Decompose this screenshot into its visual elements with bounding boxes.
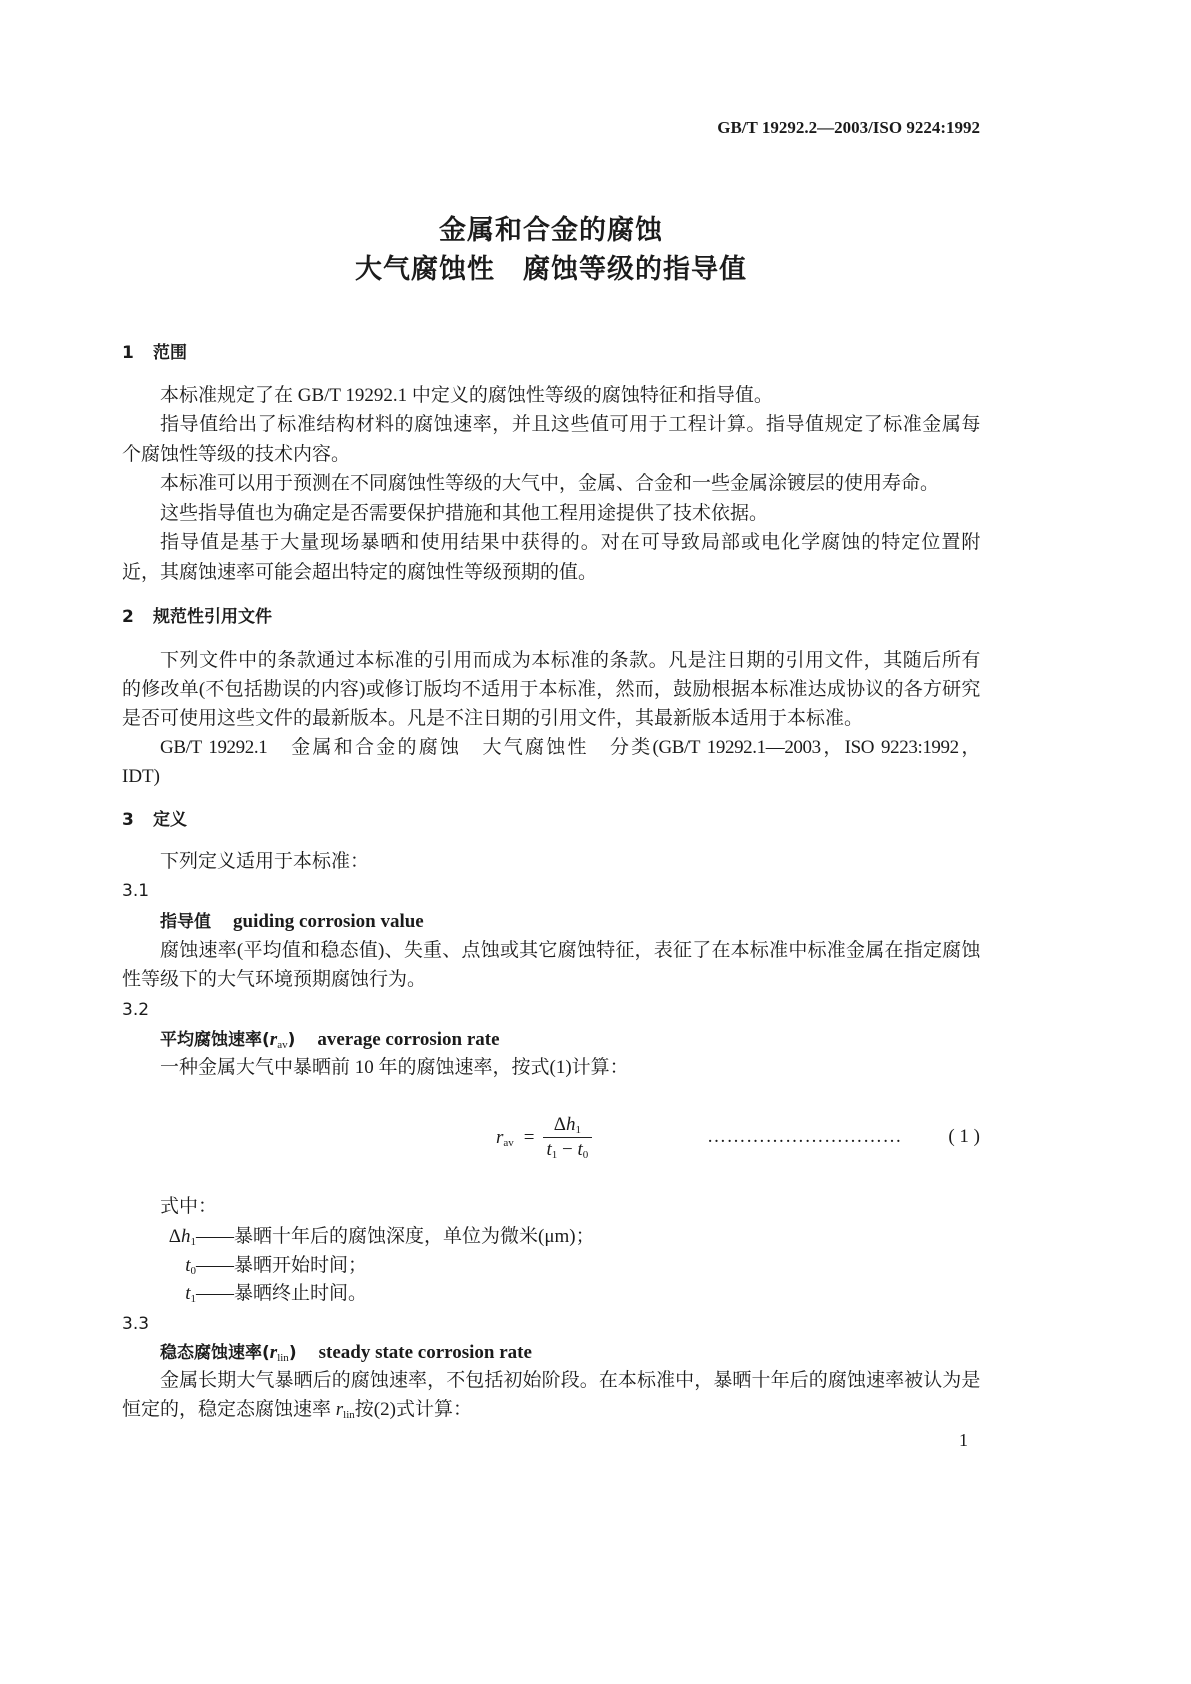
formula-fraction [543, 1113, 593, 1162]
term-english: guiding corrosion value [233, 911, 424, 932]
clause-3-3-text: 按(2)式计算： [354, 1399, 472, 1420]
clause-3-3-line: 金属长期大气暴晒后的腐蚀速率，不包括初始阶段。在本标准中，暴晒十年后的腐蚀速率被认为是 [160, 1370, 980, 1391]
header-standard-code: GB/T 19292.2—2003/ISO 9224:1992 [717, 118, 980, 137]
normative-reference-line: GB/T 19292.1 金属和合金的腐蚀 大气腐蚀性 分类(GB/T 19292.1—2003，ISO 9223:1992， [160, 737, 980, 758]
term-chinese: 指导值 [160, 912, 211, 932]
normative-reference-line: IDT) [122, 766, 160, 787]
where-symbol: t [185, 1283, 191, 1304]
where-item-text: ——暴晒终止时间。 [196, 1283, 368, 1304]
page-number: 1 [959, 1430, 968, 1450]
term-chinese: 平均腐蚀速率( [160, 1030, 270, 1050]
clause-3-3-subscript: lin [343, 1409, 355, 1421]
section-3-intro: 下列定义适用于本标准： [160, 851, 370, 872]
clause-3-2-line: 一种金属大气中暴晒前 10 年的腐蚀速率，按式(1)计算： [160, 1057, 629, 1078]
term-close-paren: ) [288, 1343, 297, 1363]
formula-1-lhs [496, 1127, 514, 1149]
formula-lhs-symbol: r [496, 1126, 504, 1148]
clause-3-2-term [160, 1028, 500, 1052]
section-2-heading: 规范性引用文件 [153, 607, 272, 627]
term-symbol: r [269, 1342, 278, 1363]
formula-den-b: t [577, 1139, 583, 1160]
section-2-line: 下列文件中的条款通过本标准的引用而成为本标准的条款。凡是注日期的引用文件，其随后所有 [160, 650, 980, 671]
title-line-2: 大气腐蚀性 腐蚀等级的指导值 [355, 254, 747, 285]
term-english: steady state corrosion rate [318, 1342, 532, 1363]
formula-1 [496, 1113, 592, 1162]
where-item [160, 1225, 595, 1249]
where-subscript: 1 [190, 1293, 196, 1305]
where-subscript: 1 [190, 1236, 196, 1248]
section-1-line: 指导值给出了标准结构材料的腐蚀速率，并且这些值可用于工程计算。指导值规定了标准金属每 [160, 414, 980, 435]
section-2-line: 是否可使用这些文件的最新版本。凡是不注日期的引用文件，其最新版本适用于本标准。 [122, 708, 864, 729]
formula-equals: = [523, 1126, 535, 1148]
section-1-line: 指导值是基于大量现场暴晒和使用结果中获得的。对在可导致局部或电化学腐蚀的特定位置附 [160, 532, 980, 553]
formula-numerator [543, 1113, 593, 1138]
section-1-number: 1 [122, 343, 134, 363]
section-3-number: 3 [122, 810, 134, 830]
formula-1-number-row [707, 1125, 980, 1149]
where-label: 式中： [160, 1196, 218, 1217]
formula-delta: Δ [553, 1114, 567, 1135]
section-2-line: 的修改单(不包括勘误的内容)或修订版均不适用于本标准，然而，鼓励根据本标准达成协议的各方研究 [122, 679, 980, 700]
clause-3-1-number: 3.1 [122, 881, 150, 901]
where-item-symbol [160, 1225, 196, 1249]
clause-3-3-number: 3.3 [122, 1314, 150, 1334]
term-symbol-subscript: lin [277, 1352, 289, 1364]
section-1-line: 个腐蚀性等级的技术内容。 [122, 444, 351, 465]
formula-den-b-subscript: 0 [582, 1149, 589, 1161]
section-2-number: 2 [122, 607, 134, 627]
formula-den-a: t [546, 1139, 552, 1160]
formula-num-subscript: 1 [575, 1124, 582, 1136]
where-item-text: ——暴晒开始时间； [196, 1255, 368, 1276]
section-1-heading: 范围 [153, 343, 187, 363]
section-3-heading: 定义 [153, 810, 187, 830]
clause-3-1-line: 性等级下的大气环境预期腐蚀行为。 [122, 969, 427, 990]
formula-minus: − [557, 1139, 578, 1160]
title-line-1: 金属和合金的腐蚀 [439, 215, 663, 246]
clause-3-3-symbol: r [335, 1399, 344, 1420]
section-1-line: 本标准规定了在 GB/T 19292.1 中定义的腐蚀性等级的腐蚀特征和指导值。 [160, 385, 773, 406]
where-item-symbol [160, 1282, 196, 1306]
clause-3-3-line [122, 1398, 472, 1422]
where-item-text: ——暴晒十年后的腐蚀深度，单位为微米(μm)； [196, 1226, 595, 1247]
formula-den-a-subscript: 1 [551, 1149, 558, 1161]
clause-3-3-text: 恒定的，稳定态腐蚀速率 [122, 1399, 336, 1420]
formula-number: ( 1 ) [948, 1126, 980, 1147]
term-symbol: r [269, 1029, 278, 1050]
section-1-line: 近，其腐蚀速率可能会超出特定的腐蚀性等级预期的值。 [122, 562, 598, 583]
section-1-line: 本标准可以用于预测在不同腐蚀性等级的大气中，金属、合金和一些金属涂镀层的使用寿命。 [160, 473, 940, 494]
where-item [160, 1282, 367, 1306]
formula-num-symbol: h [566, 1114, 576, 1135]
where-item-symbol [160, 1254, 196, 1278]
clause-3-1-term [160, 910, 424, 934]
where-delta: Δ [168, 1226, 181, 1247]
where-symbol: h [181, 1226, 191, 1247]
section-1-line: 这些指导值也为确定是否需要保护措施和其他工程用途提供了技术依据。 [160, 503, 769, 524]
term-chinese: 稳态腐蚀速率( [160, 1343, 270, 1363]
clause-3-3-term [160, 1341, 532, 1365]
where-subscript: 0 [190, 1265, 196, 1277]
formula-lhs-subscript: av [503, 1136, 514, 1149]
term-english: average corrosion rate [317, 1029, 500, 1050]
where-item [160, 1254, 367, 1278]
term-close-paren: ) [287, 1030, 296, 1050]
clause-3-2-number: 3.2 [122, 1000, 150, 1020]
where-symbol: t [185, 1255, 191, 1276]
clause-3-1-line: 腐蚀速率(平均值和稳态值)、失重、点蚀或其它腐蚀特征，表征了在本标准中标准金属在指定腐蚀 [160, 940, 980, 961]
term-symbol-subscript: av [277, 1039, 288, 1051]
formula-denominator [543, 1138, 593, 1162]
formula-leader-dots: ………………………… [707, 1126, 902, 1147]
